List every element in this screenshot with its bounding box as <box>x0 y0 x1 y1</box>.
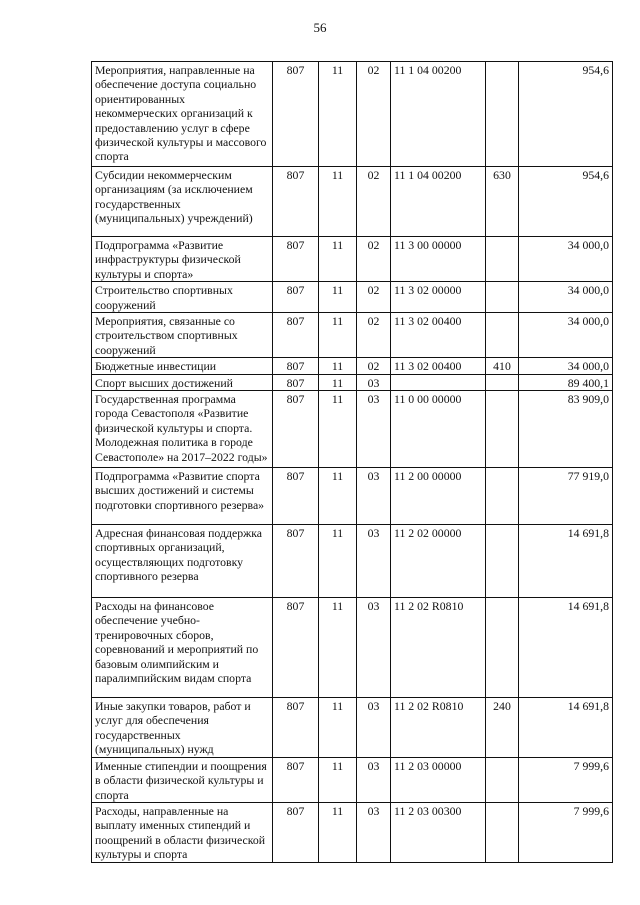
cell-target-article: 11 2 02 R0810 <box>391 598 486 698</box>
cell-expense-type <box>486 525 519 598</box>
cell-target-article: 11 3 02 00400 <box>391 358 486 374</box>
cell-amount: 77 919,0 <box>519 468 613 525</box>
cell-ministry-code: 807 <box>273 698 319 758</box>
table-row <box>92 802 613 862</box>
table-row <box>92 167 613 237</box>
cell-subsection-code: 03 <box>357 468 391 525</box>
cell-subsection-code: 03 <box>357 525 391 598</box>
cell-ministry-code: 807 <box>273 282 319 313</box>
cell-target-article: 11 3 00 00000 <box>391 237 486 282</box>
cell-subsection-code: 02 <box>357 282 391 313</box>
cell-section-code: 11 <box>319 598 357 698</box>
cell-subsection-code: 03 <box>357 698 391 758</box>
cell-subsection-code: 02 <box>357 62 391 167</box>
cell-name: Подпрограмма «Развитие инфраструктуры физической культуры и спорта» <box>92 237 273 282</box>
cell-ministry-code: 807 <box>273 802 319 862</box>
cell-name: Мероприятия, связанные со строительством спортивных сооружений <box>92 313 273 358</box>
cell-expense-type <box>486 391 519 468</box>
cell-amount: 14 691,8 <box>519 698 613 758</box>
cell-expense-type <box>486 374 519 390</box>
table-row <box>92 374 613 390</box>
cell-section-code: 11 <box>319 282 357 313</box>
cell-amount: 34 000,0 <box>519 237 613 282</box>
cell-target-article: 11 2 03 00000 <box>391 757 486 802</box>
table-body <box>92 62 613 863</box>
cell-amount: 34 000,0 <box>519 358 613 374</box>
cell-section-code: 11 <box>319 374 357 390</box>
cell-section-code: 11 <box>319 757 357 802</box>
cell-target-article: 11 1 04 00200 <box>391 62 486 167</box>
cell-name: Иные закупки товаров, работ и услуг для обеспечения государственных (муниципальных) нужд <box>92 698 273 758</box>
cell-amount: 83 909,0 <box>519 391 613 468</box>
cell-section-code: 11 <box>319 525 357 598</box>
cell-name: Спорт высших достижений <box>92 374 273 390</box>
cell-name: Именные стипендии и поощрения в области физической культуры и спорта <box>92 757 273 802</box>
table-row <box>92 757 613 802</box>
cell-ministry-code: 807 <box>273 391 319 468</box>
table-row <box>92 525 613 598</box>
cell-target-article: 11 2 03 00300 <box>391 802 486 862</box>
cell-name: Расходы, направленные на выплату именных стипендий и поощрений в области физической культуры и спорта <box>92 802 273 862</box>
cell-name: Строительство спортивных сооружений <box>92 282 273 313</box>
cell-section-code: 11 <box>319 391 357 468</box>
cell-target-article: 11 0 00 00000 <box>391 391 486 468</box>
cell-expense-type <box>486 62 519 167</box>
cell-target-article <box>391 374 486 390</box>
cell-section-code: 11 <box>319 802 357 862</box>
cell-name: Мероприятия, направленные на обеспечение доступа социально ориентированных некоммерческих организаций к предоставлению услуг в сфере физической культуры и массового спорта <box>92 62 273 167</box>
cell-expense-type <box>486 313 519 358</box>
cell-expense-type: 240 <box>486 698 519 758</box>
cell-expense-type: 630 <box>486 167 519 237</box>
table-row <box>92 62 613 167</box>
table-row <box>92 468 613 525</box>
table-row <box>92 282 613 313</box>
cell-section-code: 11 <box>319 468 357 525</box>
cell-name: Бюджетные инвестиции <box>92 358 273 374</box>
cell-target-article: 11 1 04 00200 <box>391 167 486 237</box>
cell-name: Субсидии некоммерческим организациям (за исключением государственных (муниципальных) учреждений) <box>92 167 273 237</box>
table-row <box>92 313 613 358</box>
cell-ministry-code: 807 <box>273 468 319 525</box>
cell-ministry-code: 807 <box>273 358 319 374</box>
cell-amount: 7 999,6 <box>519 802 613 862</box>
cell-expense-type <box>486 237 519 282</box>
table-row <box>92 698 613 758</box>
cell-name: Государственная программа города Севастополя «Развитие физической культуры и спорта. Молодежная политика в городе Севастополе» на 2017–2022 годы» <box>92 391 273 468</box>
cell-target-article: 11 2 00 00000 <box>391 468 486 525</box>
cell-target-article: 11 2 02 00000 <box>391 525 486 598</box>
cell-section-code: 11 <box>319 698 357 758</box>
cell-name: Подпрограмма «Развитие спорта высших достижений и системы подготовки спортивного резерва» <box>92 468 273 525</box>
cell-subsection-code: 03 <box>357 757 391 802</box>
cell-subsection-code: 02 <box>357 358 391 374</box>
cell-expense-type <box>486 757 519 802</box>
cell-subsection-code: 03 <box>357 802 391 862</box>
table-row <box>92 358 613 374</box>
cell-ministry-code: 807 <box>273 598 319 698</box>
cell-ministry-code: 807 <box>273 62 319 167</box>
cell-name: Адресная финансовая поддержка спортивных организаций, осуществляющих подготовку спортивного резерва <box>92 525 273 598</box>
cell-ministry-code: 807 <box>273 167 319 237</box>
cell-amount: 14 691,8 <box>519 598 613 698</box>
cell-amount: 14 691,8 <box>519 525 613 598</box>
cell-subsection-code: 03 <box>357 598 391 698</box>
cell-amount: 954,6 <box>519 62 613 167</box>
cell-name: Расходы на финансовое обеспечение учебно-тренировочных сборов, соревнований и мероприятий по базовым олимпийским и паралимпийским видам спорта <box>92 598 273 698</box>
cell-subsection-code: 02 <box>357 313 391 358</box>
cell-subsection-code: 02 <box>357 237 391 282</box>
cell-amount: 7 999,6 <box>519 757 613 802</box>
cell-ministry-code: 807 <box>273 237 319 282</box>
table-row <box>92 237 613 282</box>
cell-subsection-code: 02 <box>357 167 391 237</box>
budget-table <box>91 61 613 863</box>
cell-expense-type <box>486 468 519 525</box>
cell-target-article: 11 3 02 00000 <box>391 282 486 313</box>
cell-expense-type: 410 <box>486 358 519 374</box>
cell-amount: 89 400,1 <box>519 374 613 390</box>
cell-expense-type <box>486 802 519 862</box>
cell-section-code: 11 <box>319 358 357 374</box>
cell-amount: 954,6 <box>519 167 613 237</box>
cell-ministry-code: 807 <box>273 757 319 802</box>
table-row <box>92 598 613 698</box>
cell-ministry-code: 807 <box>273 374 319 390</box>
cell-ministry-code: 807 <box>273 313 319 358</box>
cell-target-article: 11 2 02 R0810 <box>391 698 486 758</box>
cell-subsection-code: 03 <box>357 391 391 468</box>
cell-amount: 34 000,0 <box>519 313 613 358</box>
cell-section-code: 11 <box>319 62 357 167</box>
table-row <box>92 391 613 468</box>
cell-section-code: 11 <box>319 167 357 237</box>
cell-section-code: 11 <box>319 237 357 282</box>
cell-ministry-code: 807 <box>273 525 319 598</box>
cell-section-code: 11 <box>319 313 357 358</box>
cell-target-article: 11 3 02 00400 <box>391 313 486 358</box>
page-number: 56 <box>313 20 327 35</box>
cell-expense-type <box>486 282 519 313</box>
cell-subsection-code: 03 <box>357 374 391 390</box>
cell-expense-type <box>486 598 519 698</box>
cell-amount: 34 000,0 <box>519 282 613 313</box>
